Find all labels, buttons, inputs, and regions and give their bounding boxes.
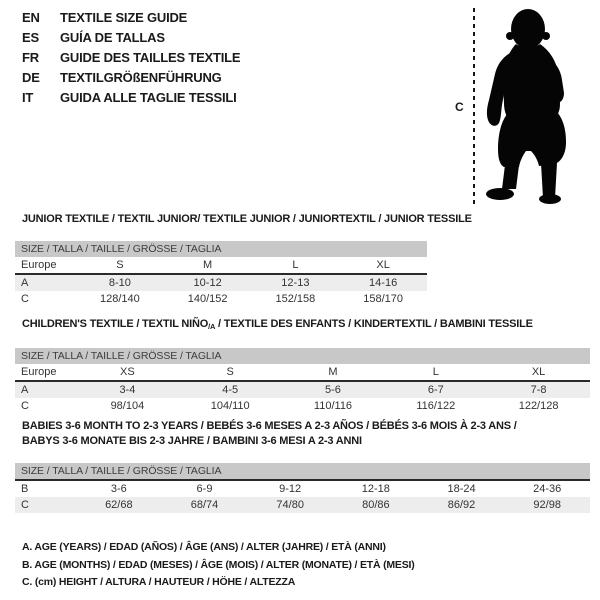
- table-title-segment: / TEXTILE DES ENFANTS / KINDERTEXTIL / BAMBINI TESSILE: [215, 318, 533, 330]
- size-table: [15, 348, 590, 414]
- language-code: ES: [22, 30, 39, 45]
- row-label-cell: A: [21, 384, 29, 396]
- value-cell: 98/104: [110, 400, 145, 412]
- footnote-a: A. AGE (YEARS) / EDAD (AÑOS) / ÂGE (ANS) / ALTER (JAHRE) / ETÀ (ANNI): [22, 541, 386, 553]
- language-row: [22, 68, 240, 88]
- region-label-cell: Europe: [21, 259, 57, 271]
- size-header-bar: SIZE / TALLA / TAILLE / GRÖSSE / TAGLIA: [15, 463, 590, 479]
- value-cell: 6-9: [196, 483, 213, 495]
- table-title-segment: CHILDREN'S TEXTILE / TEXTIL NIÑO: [22, 318, 209, 330]
- value-cell: 8-10: [108, 277, 131, 289]
- value-cell: 122/128: [518, 400, 559, 412]
- footnote-c: C. (cm) HEIGHT / ALTURA / HAUTEUR / HÖHE / ALTEZZA: [22, 576, 296, 588]
- height-dashed-line: [473, 8, 475, 206]
- column-header-row: [15, 257, 427, 273]
- value-cell: 4-5: [222, 384, 239, 396]
- language-row: [22, 88, 240, 108]
- value-cell: 128/140: [99, 293, 140, 305]
- childrens-textile-section: [15, 317, 590, 414]
- table-title-segment: BABIES 3-6 MONTH TO 2-3 YEARS / BEBÉS 3-6 MESES A 2-3 AÑOS / BÉBÉS 3-6 MOIS À 2-3 ANS /: [22, 420, 517, 432]
- row-label-cell: A: [21, 277, 29, 289]
- size-column-header: S: [116, 259, 124, 271]
- value-cell: 3-4: [119, 384, 136, 396]
- size-column-header: L: [432, 366, 439, 378]
- babies-textile-section: [15, 419, 590, 513]
- row-label-cell: C: [21, 499, 29, 511]
- table-title: [22, 317, 590, 334]
- table-row: [15, 275, 427, 291]
- table-title: [22, 419, 590, 449]
- value-cell: 86/92: [447, 499, 476, 511]
- column-header-row: [15, 364, 590, 380]
- footnotes: [22, 539, 415, 592]
- language-title-list: [22, 8, 240, 108]
- language-code: DE: [22, 70, 40, 85]
- size-column-header: XS: [120, 366, 135, 378]
- size-table: [15, 463, 590, 513]
- language-title: GUIDA ALLE TAGLIE TESSILI: [60, 90, 237, 105]
- value-cell: 9-12: [279, 483, 302, 495]
- value-cell: 110/116: [313, 400, 353, 412]
- size-table: [15, 241, 427, 307]
- baby-silhouette-icon: [482, 8, 572, 208]
- size-column-header: XL: [531, 366, 546, 378]
- value-cell: 5-6: [325, 384, 341, 396]
- language-code: FR: [22, 50, 39, 65]
- value-cell: 18-24: [447, 483, 476, 495]
- size-column-header: M: [328, 366, 338, 378]
- language-row: [22, 48, 240, 68]
- table-title: [22, 212, 472, 227]
- value-cell: 68/74: [190, 499, 219, 511]
- row-label-cell: C: [21, 400, 29, 412]
- size-column-header: L: [292, 259, 299, 271]
- language-title: GUÍA DE TALLAS: [60, 30, 165, 45]
- value-cell: 92/98: [533, 499, 561, 511]
- junior-textile-section: [15, 212, 472, 307]
- value-cell: 7-8: [530, 384, 547, 396]
- value-cell: 3-6: [110, 483, 127, 495]
- size-column-header: S: [226, 366, 234, 378]
- value-cell: 74/80: [276, 499, 304, 511]
- value-cell: 14-16: [369, 277, 398, 289]
- value-cell: 152/158: [275, 293, 316, 305]
- language-code: IT: [22, 90, 34, 105]
- table-row: [15, 481, 590, 497]
- value-cell: 12-18: [361, 483, 390, 495]
- language-title: TEXTILE SIZE GUIDE: [60, 10, 188, 25]
- value-cell: 12-13: [281, 277, 310, 289]
- table-title-segment: JUNIOR TEXTILE / TEXTIL JUNIOR/ TEXTILE JUNIOR / JUNIORTEXTIL / JUNIOR TESSILE: [22, 213, 472, 225]
- region-label-cell: Europe: [21, 366, 57, 378]
- table-row: [15, 291, 427, 307]
- value-cell: 158/170: [363, 293, 403, 305]
- value-cell: 62/68: [105, 499, 133, 511]
- language-title: TEXTILGRÖßENFÜHRUNG: [60, 70, 222, 85]
- height-measure-label: C: [455, 100, 464, 114]
- language-row: [22, 28, 240, 48]
- table-row: [15, 382, 590, 398]
- value-cell: 24-36: [533, 483, 562, 495]
- table-row: [15, 398, 590, 414]
- value-cell: 10-12: [193, 277, 222, 289]
- language-code: EN: [22, 10, 40, 25]
- value-cell: 6-7: [427, 384, 444, 396]
- value-cell: 116/122: [416, 400, 456, 412]
- row-label-cell: B: [21, 483, 29, 495]
- value-cell: 104/110: [210, 400, 250, 412]
- size-column-header: M: [203, 259, 213, 271]
- value-cell: 140/152: [187, 293, 228, 305]
- size-header-bar: SIZE / TALLA / TAILLE / GRÖSSE / TAGLIA: [15, 241, 427, 257]
- language-title: GUIDE DES TAILLES TEXTILE: [60, 50, 241, 65]
- size-column-header: XL: [376, 259, 390, 271]
- language-row: [22, 8, 240, 28]
- size-header-bar: SIZE / TALLA / TAILLE / GRÖSSE / TAGLIA: [15, 348, 590, 364]
- table-row: [15, 497, 590, 513]
- table-title-segment: /A: [208, 322, 216, 331]
- footnote-b: B. AGE (MONTHS) / EDAD (MESES) / ÂGE (MOIS) / ALTER (MONATE) / ETÀ (MESI): [22, 558, 415, 571]
- value-cell: 80/86: [362, 499, 390, 511]
- table-title-segment: BABYS 3-6 MONATE BIS 2-3 JAHRE / BAMBINI 3-6 MESI A 2-3 ANNI: [22, 435, 362, 447]
- row-label-cell: C: [21, 293, 29, 305]
